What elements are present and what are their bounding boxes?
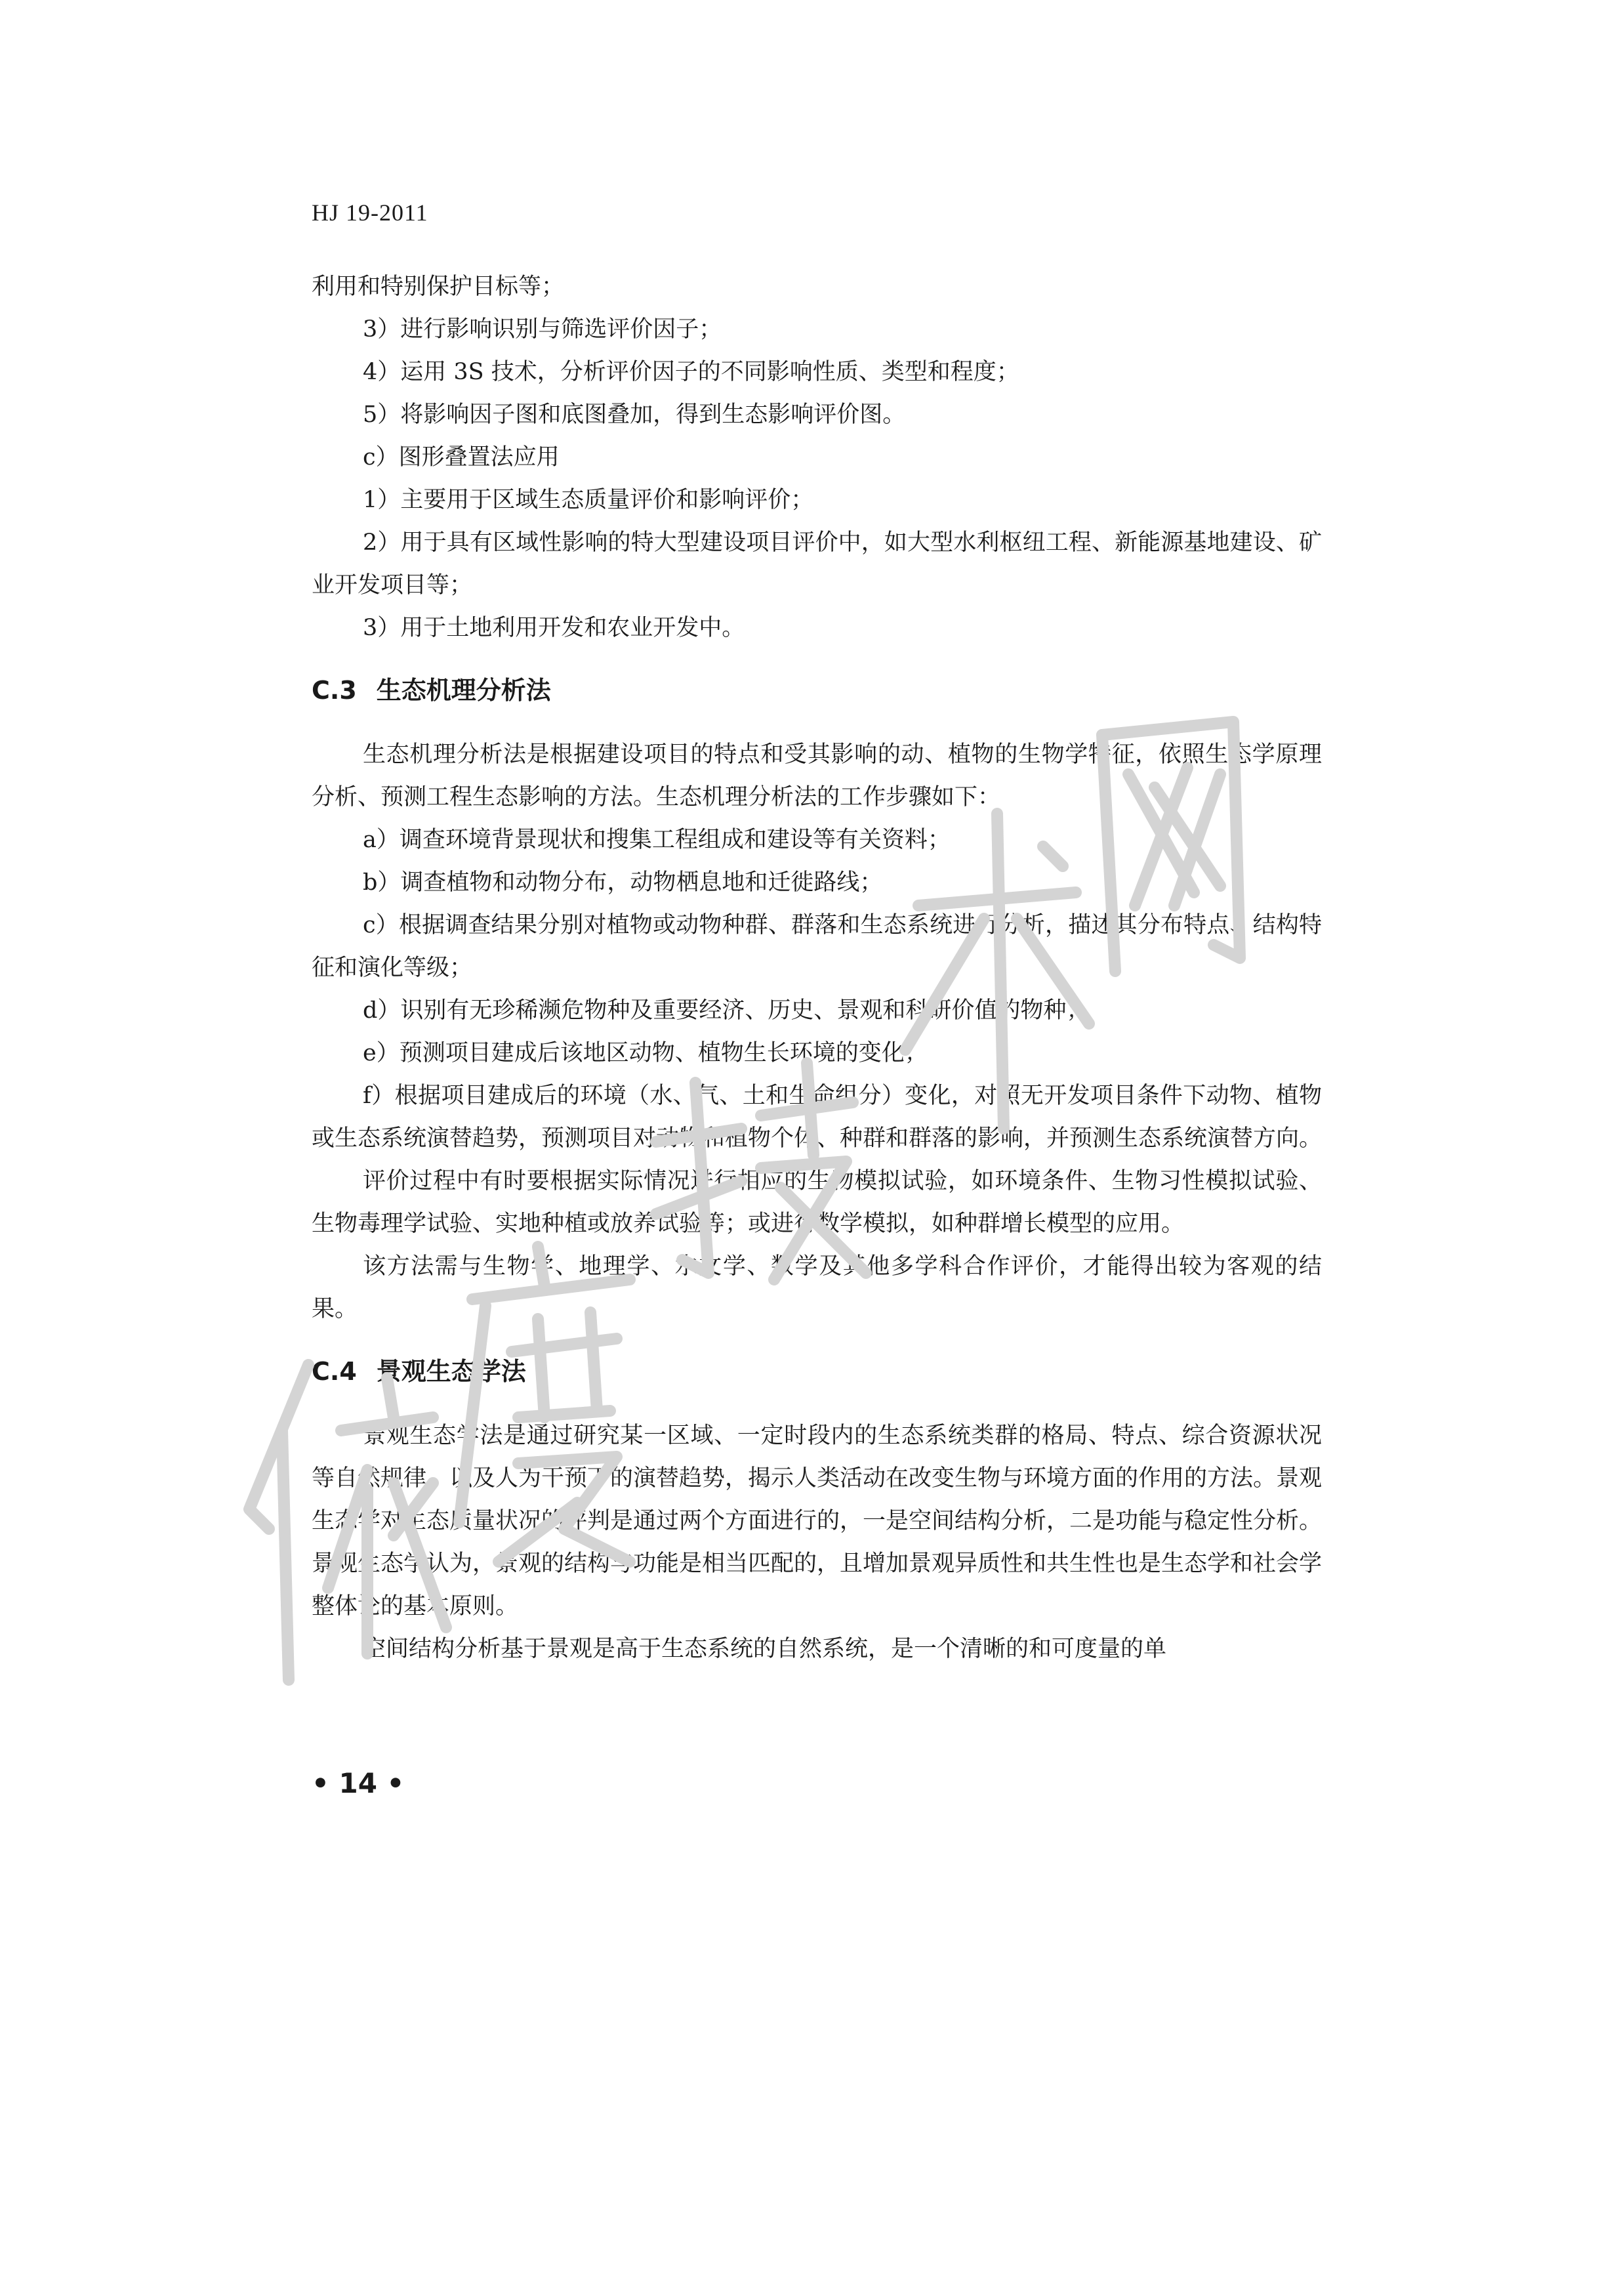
list-item: 4）运用 3S 技术，分析评价因子的不同影响性质、类型和程度；	[363, 359, 1019, 385]
section-c4-body	[312, 1415, 1322, 1671]
list-item: a）调查环境背景现状和搜集工程组成和建设等有关资料；	[363, 827, 951, 853]
paragraph: 该方法需与生物学、地理学、水文学、数学及其他多学科合作评价，才能得出较为客观的结果。	[312, 1253, 1322, 1322]
list-item: e）预测项目建成后该地区动物、植物生长环境的变化；	[363, 1040, 928, 1066]
list-item: 5）将影响因子图和底图叠加，得到生态影响评价图。	[363, 402, 906, 428]
paragraph: 评价过程中有时要根据实际情况进行相应的生物模拟试验，如环境条件、生物习性模拟试验、生物毒理学试验、实地种植或放养试验等；或进行数学模拟，如种群增长模型的应用。	[312, 1168, 1322, 1237]
list-item: 利用和特别保护目标等；	[312, 274, 565, 300]
list-item: 3）用于土地利用开发和农业开发中。	[363, 615, 745, 641]
section-title: 景观生态学法	[376, 1357, 526, 1386]
paragraph: 生态机理分析法是根据建设项目的特点和受其影响的动、植物的生物学特征，依照生态学原理分析、预测工程生态影响的方法。生态机理分析法的工作步骤如下：	[312, 741, 1322, 810]
list-item: 3）进行影响识别与筛选评价因子；	[363, 316, 722, 343]
standard-code: HJ 19-2011	[312, 199, 428, 226]
section-heading-c4	[312, 1356, 1322, 1387]
paragraph: 空间结构分析基于景观是高于生态系统的自然系统，是一个清晰的和可度量的单	[363, 1636, 1167, 1662]
section-number: C.3	[312, 676, 357, 705]
list-item: b）调查植物和动物分布，动物栖息地和迁徙路线；	[363, 869, 883, 896]
list-item: 1）主要用于区域生态质量评价和影响评价；	[363, 487, 814, 513]
list-item: f）根据项目建成后的环境（水、气、土和生命组分）变化，对照无开发项目条件下动物、植物或生态系统演替趋势，预测项目对动物和植物个体、种群和群落的影响，并预测生态系统演替方向。	[312, 1083, 1323, 1152]
list-item: 2）用于具有区域性影响的特大型建设项目评价中，如大型水利枢纽工程、新能源基地建设、矿业开发项目等；	[312, 530, 1322, 598]
paragraph: 景观生态学法是通过研究某一区域、一定时段内的生态系统类群的格局、特点、综合资源状况等自然规律，以及人为干预下的演替趋势，揭示人类活动在改变生物与环境方面的作用的方法。景观生态学对生态质量状况的评判是通过两个方面进行的，一是空间结构分析，二是功能与稳定性分析。景观生态学认为，景观的结构与功能是相当匹配的，且增加景观异质性和共生性也是生态学和社会学整体论的基本原则。	[312, 1423, 1323, 1619]
document-body	[312, 266, 1322, 1671]
section-c3-body	[312, 734, 1322, 1331]
section-title: 生态机理分析法	[376, 676, 551, 705]
list-item: c）根据调查结果分别对植物或动物种群、群落和生态系统进行分析，描述其分布特点、结构特征和演化等级；	[312, 912, 1322, 981]
list-item: c）图形叠置法应用	[363, 444, 560, 470]
list-item: d）识别有无珍稀濒危物种及重要经济、历史、景观和科研价值的物种；	[363, 997, 1090, 1024]
section-heading-c3	[312, 675, 1322, 706]
section-number: C.4	[312, 1357, 357, 1386]
page-number: • 14 •	[312, 1767, 405, 1799]
continued-list	[312, 266, 1322, 650]
